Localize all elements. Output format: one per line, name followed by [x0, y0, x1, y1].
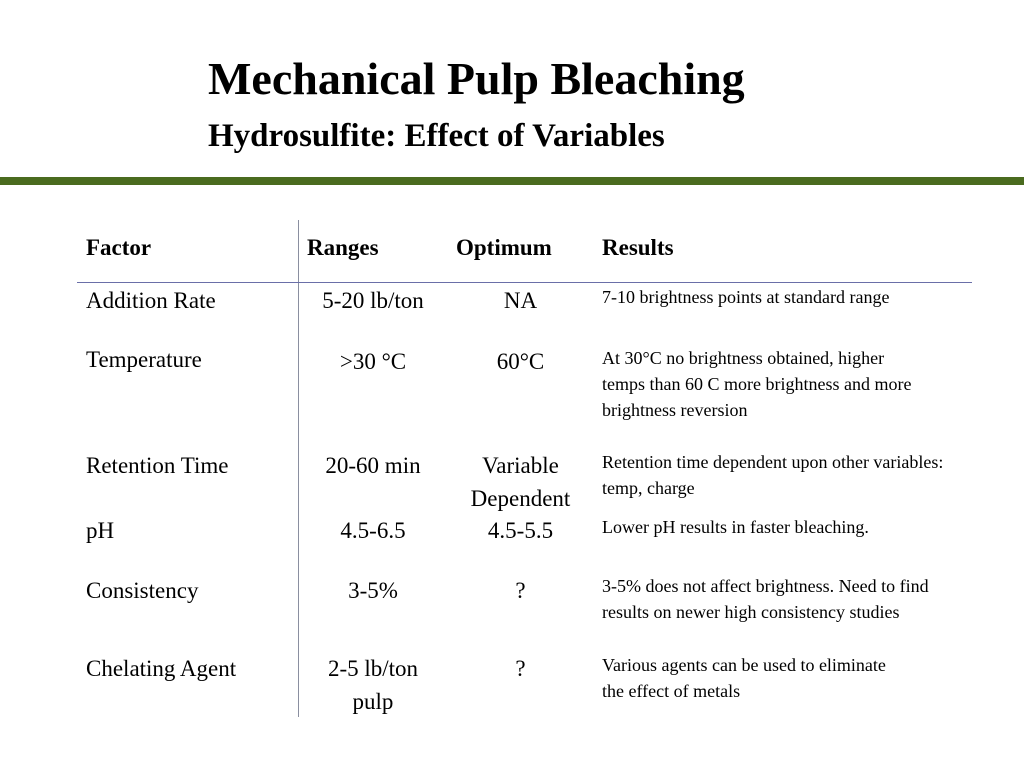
header-divider: [77, 282, 972, 283]
factor-cell: pH: [86, 518, 115, 543]
optimum-cell: 4.5-5.5: [487, 518, 554, 543]
factor-cell: Temperature: [86, 347, 202, 372]
optimum-cell: Variable Dependent: [470, 453, 571, 511]
optimum-cell: ?: [515, 578, 526, 603]
optimum-cell: NA: [503, 288, 538, 313]
results-cell: Lower pH results in faster bleaching.: [602, 517, 869, 537]
slide-subtitle: Hydrosulfite: Effect of Variables: [208, 118, 665, 154]
results-cell: 3-5% does not affect brightness. Need to find results on newer high consistency studies: [602, 576, 929, 622]
results-cell: At 30°C no brightness obtained, higher temps than 60 C more brightness and more brightness reversion: [602, 348, 912, 420]
factor-cell: Consistency: [86, 578, 199, 603]
slide-title: Mechanical Pulp Bleaching: [208, 53, 745, 104]
factor-cell: Addition Rate: [86, 288, 216, 313]
ranges-cell: 4.5-6.5: [340, 518, 406, 543]
factor-cell: Chelating Agent: [86, 656, 237, 681]
factor-cell: Retention Time: [86, 453, 229, 478]
results-cell: 7-10 brightness points at standard range: [602, 287, 890, 307]
ranges-cell: 2-5 lb/ton pulp: [327, 656, 419, 714]
optimum-cell: ?: [515, 656, 526, 681]
header-factor: Factor: [86, 235, 152, 260]
ranges-cell: 20-60 min: [325, 453, 421, 478]
ranges-cell: >30 °C: [339, 349, 407, 374]
header-optimum: Optimum: [456, 235, 552, 260]
optimum-cell: 60°C: [496, 349, 545, 374]
header-results: Results: [602, 235, 674, 260]
results-cell: Retention time dependent upon other variables: temp, charge: [602, 452, 944, 498]
title-divider: [0, 177, 1024, 185]
ranges-cell: 3-5%: [348, 578, 398, 603]
header-ranges: Ranges: [307, 235, 379, 260]
results-cell: Various agents can be used to eliminate the effect of metals: [602, 655, 886, 701]
ranges-cell: 5-20 lb/ton: [322, 288, 424, 313]
